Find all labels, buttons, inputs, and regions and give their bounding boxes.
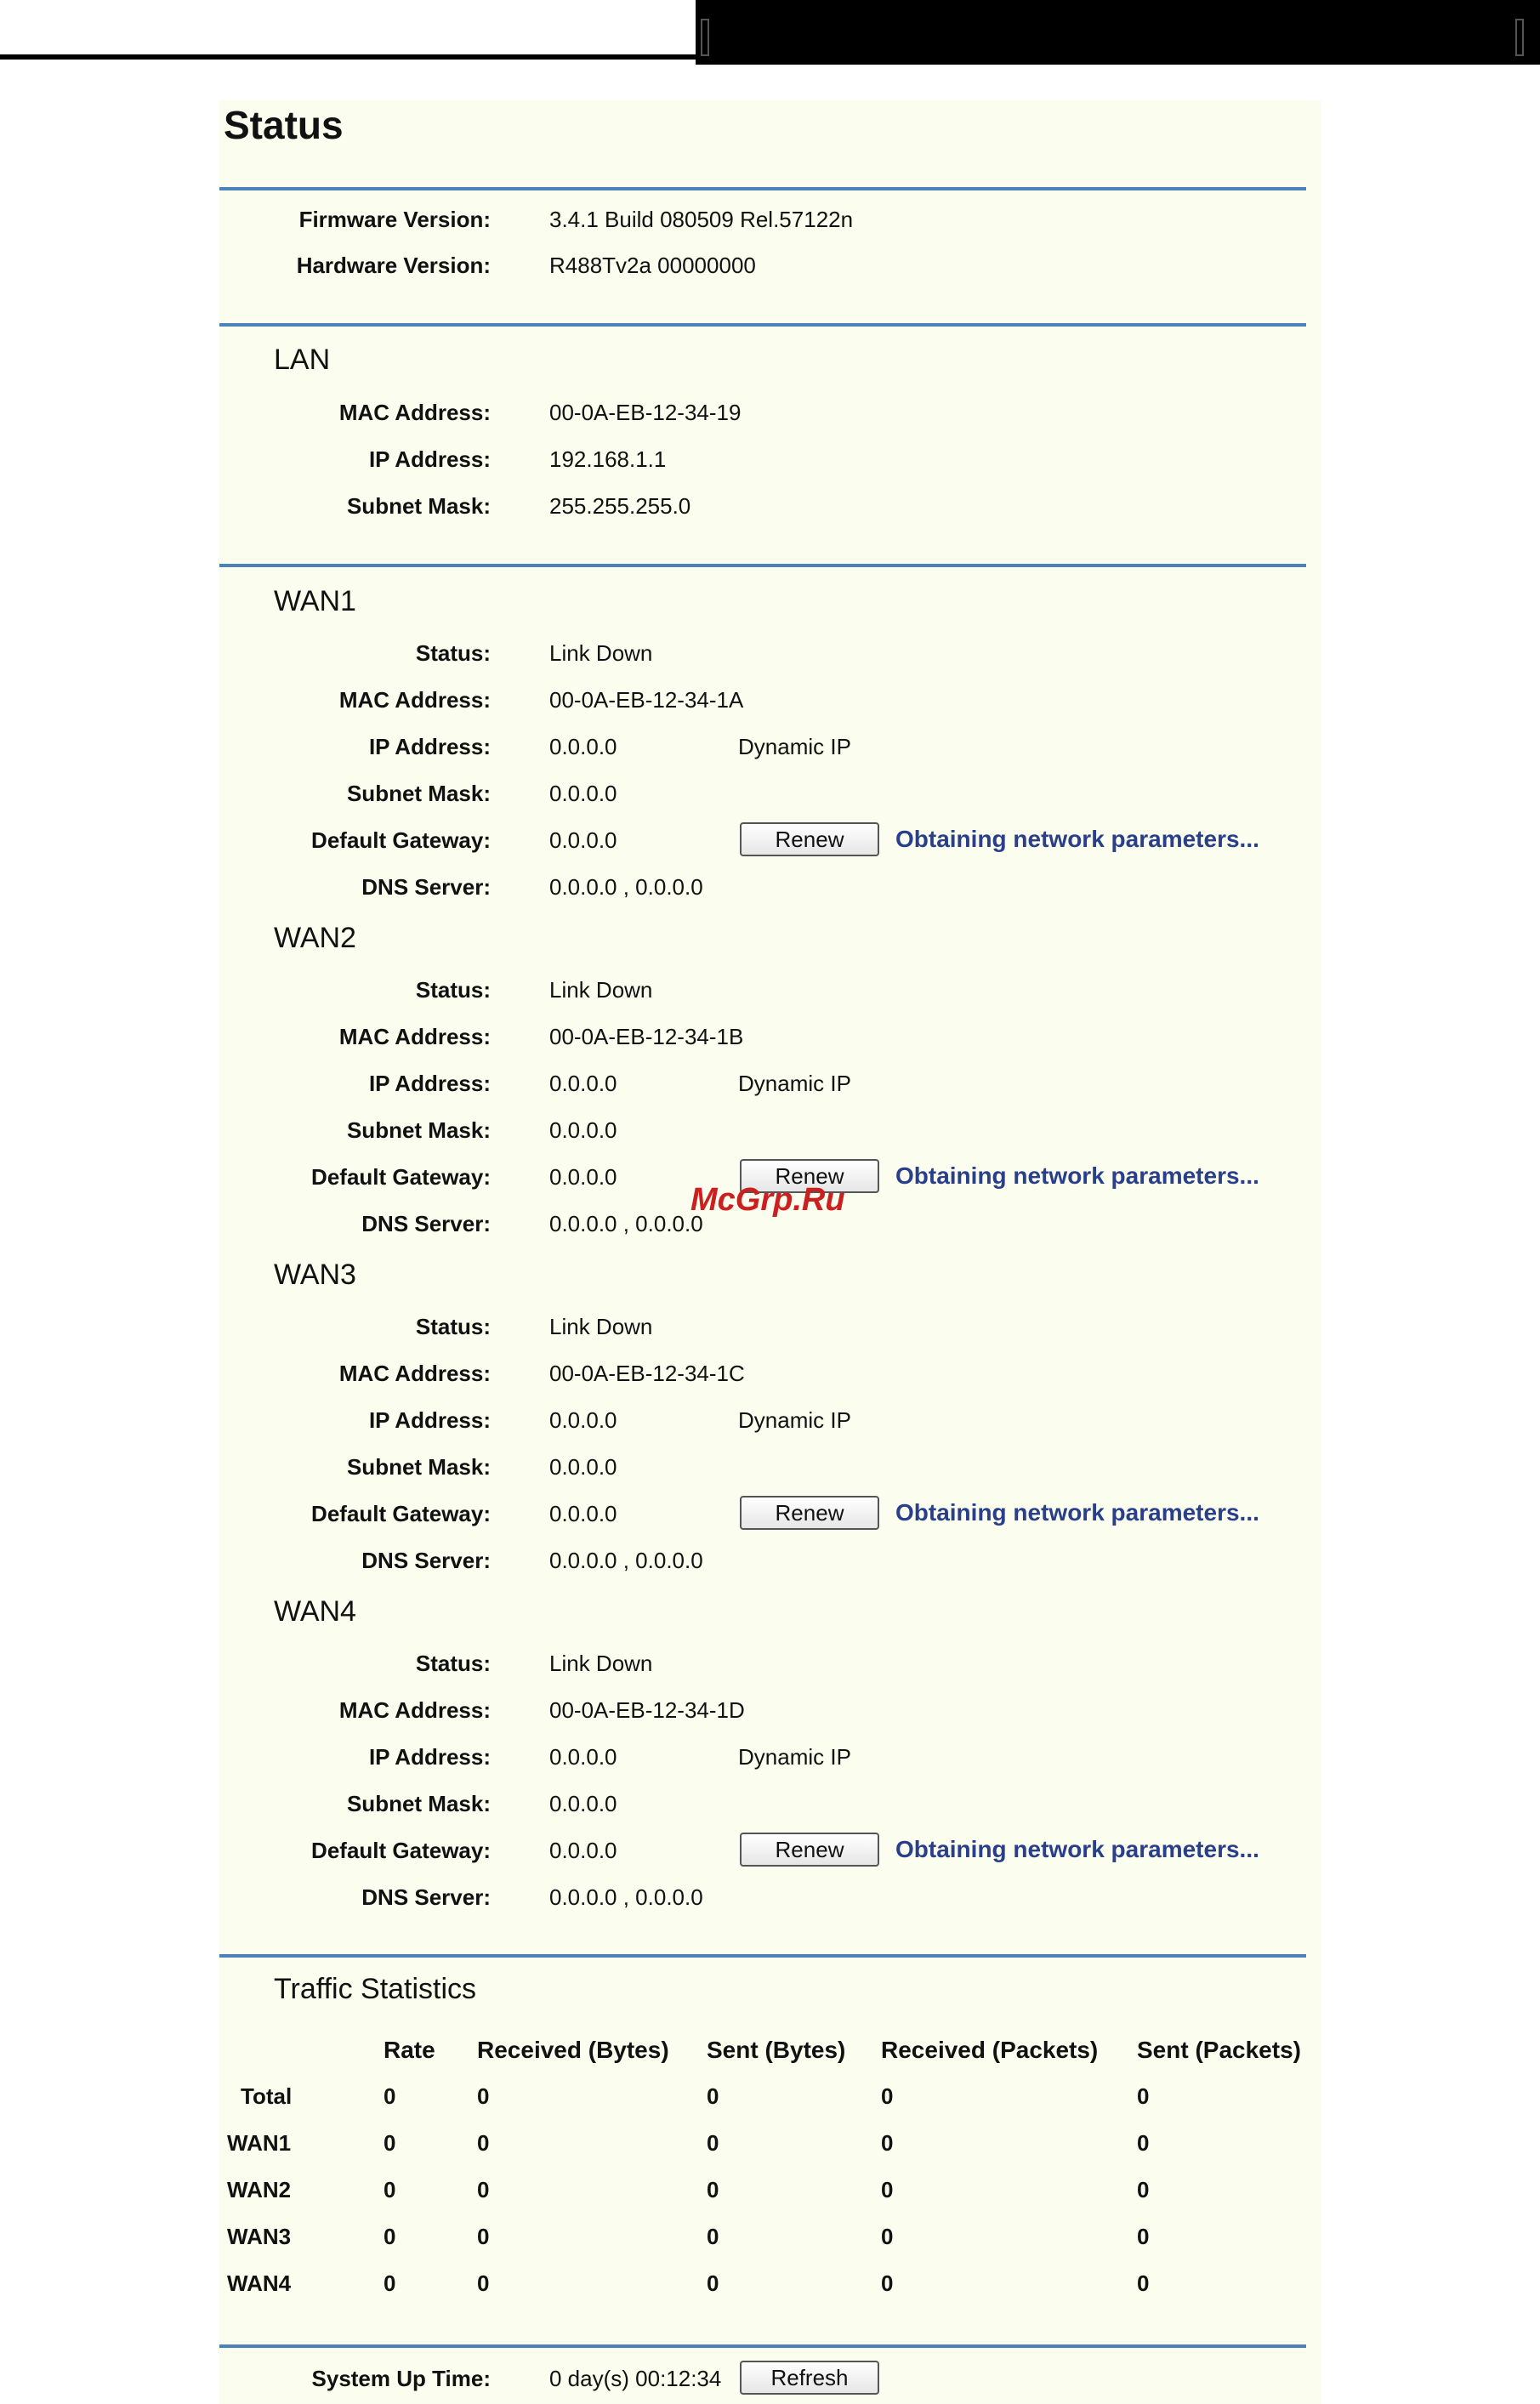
wan4-dns-label: DNS Server: — [361, 1884, 491, 1910]
wan1-ip-value: 0.0.0.0 — [549, 734, 617, 759]
wan2-section-title: WAN2 — [274, 922, 356, 954]
wan3-dns-label: DNS Server: — [361, 1548, 491, 1573]
traffic-section-title: Traffic Statistics — [274, 1973, 477, 2005]
traffic-row-label: WAN3 — [227, 2224, 292, 2249]
wan4-renew-button[interactable]: Renew — [740, 1833, 879, 1867]
lan-mac-label: MAC Address: — [338, 400, 491, 425]
wan1-mask-label: Subnet Mask: — [346, 781, 491, 806]
wan2-mask-label: Subnet Mask: — [346, 1117, 491, 1143]
wan2-status-label: Status: — [415, 977, 491, 1003]
lan-section-title: LAN — [274, 344, 331, 376]
wan3-mac-value: 00-0A-EB-12-34-1C — [549, 1361, 745, 1386]
traffic-cell: 0 — [881, 2270, 894, 2296]
traffic-header-received-bytes: Received (Bytes) — [477, 2037, 669, 2063]
wan1-mac-value: 00-0A-EB-12-34-1A — [549, 687, 744, 713]
wan3-status-label: Status: — [415, 1314, 491, 1339]
wan1-status-label: Status: — [415, 640, 491, 666]
wan2-ip-value: 0.0.0.0 — [549, 1071, 617, 1096]
wan1-renew-button[interactable]: Renew — [740, 822, 879, 856]
traffic-header-sent-packets: Sent (Packets) — [1137, 2037, 1301, 2063]
section-divider — [219, 2344, 1306, 2348]
wan3-mask-label: Subnet Mask: — [346, 1454, 491, 1480]
wan2-gateway-label: Default Gateway: — [311, 1164, 491, 1190]
wan4-mask-value: 0.0.0.0 — [549, 1791, 617, 1816]
traffic-cell: 0 — [1137, 2177, 1150, 2202]
wan4-gateway-label: Default Gateway: — [311, 1838, 491, 1863]
wan4-section-title: WAN4 — [274, 1595, 356, 1628]
wan1-gateway-value: 0.0.0.0 — [549, 827, 617, 853]
crop-mark-icon — [1515, 19, 1524, 56]
traffic-header-received-packets: Received (Packets) — [881, 2037, 1099, 2063]
lan-mac-value: 00-0A-EB-12-34-19 — [549, 400, 742, 425]
traffic-cell: 0 — [1137, 2130, 1150, 2156]
wan3-status-value: Link Down — [549, 1314, 653, 1339]
wan1-ip-label: IP Address: — [368, 734, 491, 759]
wan4-gateway-value: 0.0.0.0 — [549, 1838, 617, 1863]
wan1-status-message: Obtaining network parameters... — [895, 826, 1259, 852]
uptime-label: System Up Time: — [311, 2366, 491, 2391]
wan1-dns-value: 0.0.0.0 , 0.0.0.0 — [549, 874, 703, 900]
traffic-row-label: WAN2 — [227, 2177, 292, 2202]
traffic-cell: 0 — [477, 2177, 490, 2202]
traffic-cell: 0 — [384, 2224, 396, 2249]
traffic-header-rate: Rate — [384, 2037, 435, 2063]
wan3-ip-value: 0.0.0.0 — [549, 1407, 617, 1433]
traffic-row-label: WAN1 — [227, 2130, 292, 2156]
section-divider — [219, 187, 1306, 190]
traffic-cell: 0 — [477, 2083, 490, 2109]
wan2-ip-type: Dynamic IP — [738, 1071, 851, 1096]
wan3-section-title: WAN3 — [274, 1259, 356, 1291]
wan3-ip-label: IP Address: — [368, 1407, 491, 1433]
wan2-dns-value: 0.0.0.0 , 0.0.0.0 — [549, 1211, 703, 1236]
page-top-border — [0, 0, 696, 60]
wan3-dns-value: 0.0.0.0 , 0.0.0.0 — [549, 1548, 703, 1573]
traffic-row-label: Total — [241, 2083, 293, 2109]
crop-mark-icon — [701, 19, 709, 56]
hardware-version-value: R488Tv2a 00000000 — [549, 253, 756, 278]
watermark-text: McGrp.Ru — [690, 1182, 845, 1218]
section-divider — [219, 564, 1306, 567]
wan1-section-title: WAN1 — [274, 585, 356, 617]
hardware-version-label: Hardware Version: — [296, 253, 491, 278]
traffic-header-sent-bytes: Sent (Bytes) — [707, 2037, 846, 2063]
wan4-status-value: Link Down — [549, 1651, 653, 1676]
wan4-mask-label: Subnet Mask: — [346, 1791, 491, 1816]
traffic-cell: 0 — [881, 2130, 894, 2156]
traffic-cell: 0 — [384, 2083, 396, 2109]
wan3-mac-label: MAC Address: — [338, 1361, 491, 1386]
traffic-cell: 0 — [384, 2130, 396, 2156]
wan2-gateway-value: 0.0.0.0 — [549, 1164, 617, 1190]
wan4-mac-label: MAC Address: — [338, 1697, 491, 1723]
traffic-cell: 0 — [1137, 2224, 1150, 2249]
traffic-cell: 0 — [1137, 2083, 1150, 2109]
wan1-mac-label: MAC Address: — [338, 687, 491, 713]
wan2-dns-label: DNS Server: — [361, 1211, 491, 1236]
wan1-gateway-label: Default Gateway: — [311, 827, 491, 853]
lan-ip-label: IP Address: — [368, 446, 491, 472]
wan2-status-value: Link Down — [549, 977, 653, 1003]
wan3-renew-button[interactable]: Renew — [740, 1496, 879, 1530]
wan3-status-message: Obtaining network parameters... — [895, 1499, 1259, 1526]
traffic-cell: 0 — [707, 2177, 719, 2202]
wan3-gateway-label: Default Gateway: — [311, 1501, 491, 1526]
section-divider — [219, 323, 1306, 327]
lan-mask-label: Subnet Mask: — [346, 493, 491, 519]
wan4-mac-value: 00-0A-EB-12-34-1D — [549, 1697, 745, 1723]
traffic-cell: 0 — [881, 2224, 894, 2249]
uptime-value: 0 day(s) 00:12:34 — [549, 2366, 722, 2391]
wan2-mac-label: MAC Address: — [338, 1024, 491, 1049]
traffic-cell: 0 — [707, 2083, 719, 2109]
wan1-status-value: Link Down — [549, 640, 653, 666]
wan4-status-label: Status: — [415, 1651, 491, 1676]
traffic-cell: 0 — [384, 2177, 396, 2202]
wan4-ip-type: Dynamic IP — [738, 1744, 851, 1770]
wan3-gateway-value: 0.0.0.0 — [549, 1501, 617, 1526]
traffic-cell: 0 — [477, 2224, 490, 2249]
firmware-version-value: 3.4.1 Build 080509 Rel.57122n — [549, 207, 854, 232]
traffic-cell: 0 — [707, 2270, 719, 2296]
page-top-black-bar — [696, 0, 1540, 65]
wan4-ip-value: 0.0.0.0 — [549, 1744, 617, 1770]
traffic-cell: 0 — [1137, 2270, 1150, 2296]
wan4-status-message: Obtaining network parameters... — [895, 1836, 1259, 1862]
wan2-renew-button[interactable]: Renew — [740, 1159, 879, 1193]
wan3-mask-value: 0.0.0.0 — [549, 1454, 617, 1480]
wan3-ip-type: Dynamic IP — [738, 1407, 851, 1433]
wan4-ip-label: IP Address: — [368, 1744, 491, 1770]
firmware-version-label: Firmware Version: — [298, 207, 491, 232]
wan1-dns-label: DNS Server: — [361, 874, 491, 900]
lan-mask-value: 255.255.255.0 — [549, 493, 691, 519]
traffic-cell: 0 — [477, 2270, 490, 2296]
traffic-cell: 0 — [881, 2083, 894, 2109]
lan-ip-value: 192.168.1.1 — [549, 446, 667, 472]
wan4-dns-value: 0.0.0.0 , 0.0.0.0 — [549, 1884, 703, 1910]
traffic-row-label: WAN4 — [227, 2270, 292, 2296]
wan2-mask-value: 0.0.0.0 — [549, 1117, 617, 1143]
traffic-cell: 0 — [707, 2130, 719, 2156]
traffic-cell: 0 — [477, 2130, 490, 2156]
wan1-mask-value: 0.0.0.0 — [549, 781, 617, 806]
wan2-ip-label: IP Address: — [368, 1071, 491, 1096]
wan1-ip-type: Dynamic IP — [738, 734, 851, 759]
traffic-cell: 0 — [707, 2224, 719, 2249]
wan2-mac-value: 00-0A-EB-12-34-1B — [549, 1024, 744, 1049]
traffic-cell: 0 — [384, 2270, 396, 2296]
section-divider — [219, 1954, 1306, 1958]
page-title: Status — [224, 103, 344, 147]
refresh-button[interactable]: Refresh — [740, 2361, 879, 2395]
wan2-status-message: Obtaining network parameters... — [895, 1162, 1259, 1189]
traffic-cell: 0 — [881, 2177, 894, 2202]
